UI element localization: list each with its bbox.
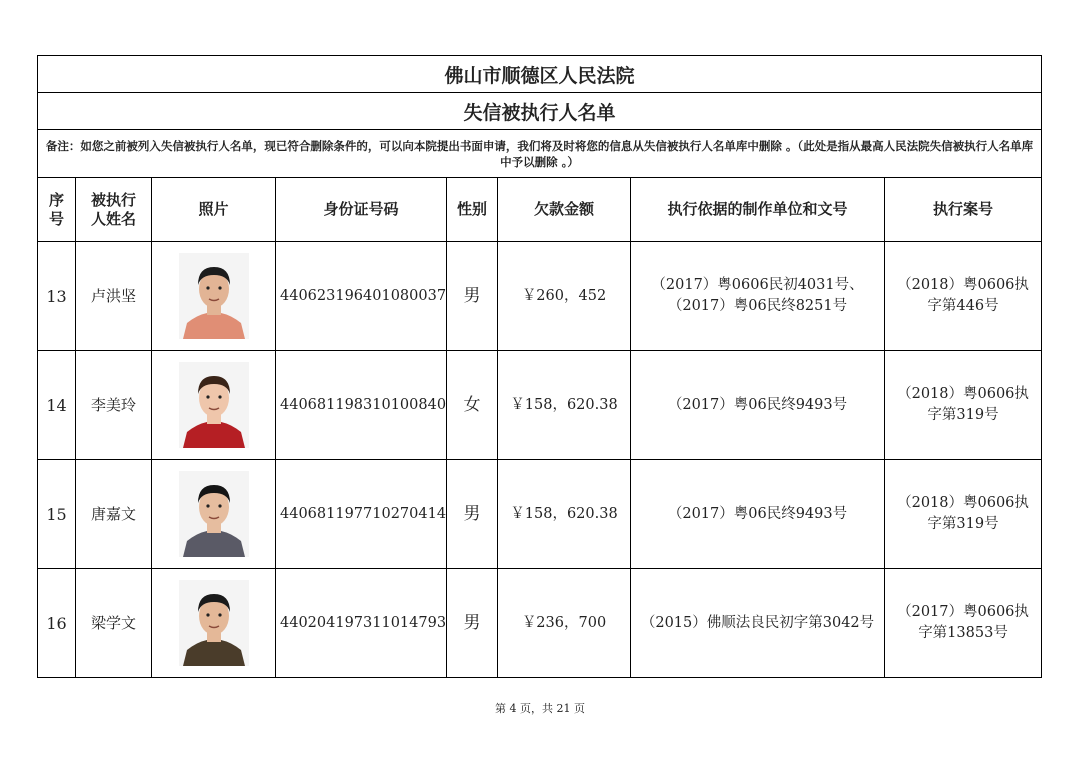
cell-amount: ￥158，620.38 (498, 460, 631, 569)
cell-basis: （2017）粤06民终9493号 (631, 460, 885, 569)
person-photo (179, 362, 249, 448)
cell-name: 梁学文 (76, 569, 152, 678)
cell-case-no: （2018）粤0606执字第319号 (885, 460, 1042, 569)
cell-gender: 男 (447, 242, 498, 351)
cell-name: 唐嘉文 (76, 460, 152, 569)
cell-name: 卢洪坚 (76, 242, 152, 351)
cell-id-number: 440681198310100840 (276, 351, 447, 460)
header-seq: 序号 (38, 178, 76, 242)
table-row (38, 460, 1042, 569)
document-sheet (37, 55, 1041, 678)
cell-seq: 16 (38, 569, 76, 678)
cell-case-no: （2017）粤0606执字第13853号 (885, 569, 1042, 678)
note-text: 备注：如您之前被列入失信被执行人名单，现已符合删除条件的，可以向本院提出书面申请，我们将及时将您的信息从失信被执行人名单库中删除 。（此处是指从最高人民法院失信被执行人名单库中予以删除 。） (45, 138, 1034, 169)
cell-id-number: 440681197710270414 (276, 460, 447, 569)
blacklist-table (37, 55, 1042, 678)
court-name: 佛山市顺德区人民法院 (38, 56, 1042, 93)
header-basis: 执行依据的制作单位和文号 (631, 178, 885, 242)
cell-seq: 15 (38, 460, 76, 569)
cell-basis: （2017）粤0606民初4031号、（2017）粤06民终8251号 (631, 242, 885, 351)
cell-basis: （2015）佛顺法良民初字第3042号 (631, 569, 885, 678)
header-name: 被执行人姓名 (76, 178, 152, 242)
list-title: 失信被执行人名单 (38, 93, 1042, 130)
table-body (38, 242, 1042, 678)
table-row (38, 351, 1042, 460)
header-photo: 照片 (152, 178, 276, 242)
cell-name: 李美玲 (76, 351, 152, 460)
person-photo (179, 253, 249, 339)
cell-basis: （2017）粤06民终9493号 (631, 351, 885, 460)
cell-gender: 男 (447, 569, 498, 678)
cell-case-no: （2018）粤0606执字第319号 (885, 351, 1042, 460)
cell-id-number: 440623196401080037 (276, 242, 447, 351)
header-id-number: 身份证号码 (276, 178, 447, 242)
table-row (38, 242, 1042, 351)
cell-amount: ￥236，700 (498, 569, 631, 678)
cell-amount: ￥260，452 (498, 242, 631, 351)
cell-gender: 女 (447, 351, 498, 460)
cell-gender: 男 (447, 460, 498, 569)
header-amount: 欠款金额 (498, 178, 631, 242)
cell-amount: ￥158，620.38 (498, 351, 631, 460)
cell-id-number: 440204197311014793 (276, 569, 447, 678)
header-gender: 性别 (447, 178, 498, 242)
cell-case-no: （2018）粤0606执字第446号 (885, 242, 1042, 351)
cell-photo (152, 569, 276, 678)
person-photo (179, 471, 249, 557)
cell-seq: 13 (38, 242, 76, 351)
cell-photo (152, 460, 276, 569)
table-row (38, 569, 1042, 678)
page-footer: 第 4 页，共 21 页 (495, 702, 585, 715)
cell-seq: 14 (38, 351, 76, 460)
cell-photo (152, 351, 276, 460)
header-case-no: 执行案号 (885, 178, 1042, 242)
person-photo (179, 580, 249, 666)
note-cell (38, 130, 1042, 178)
header-row (38, 178, 1042, 242)
cell-photo (152, 242, 276, 351)
